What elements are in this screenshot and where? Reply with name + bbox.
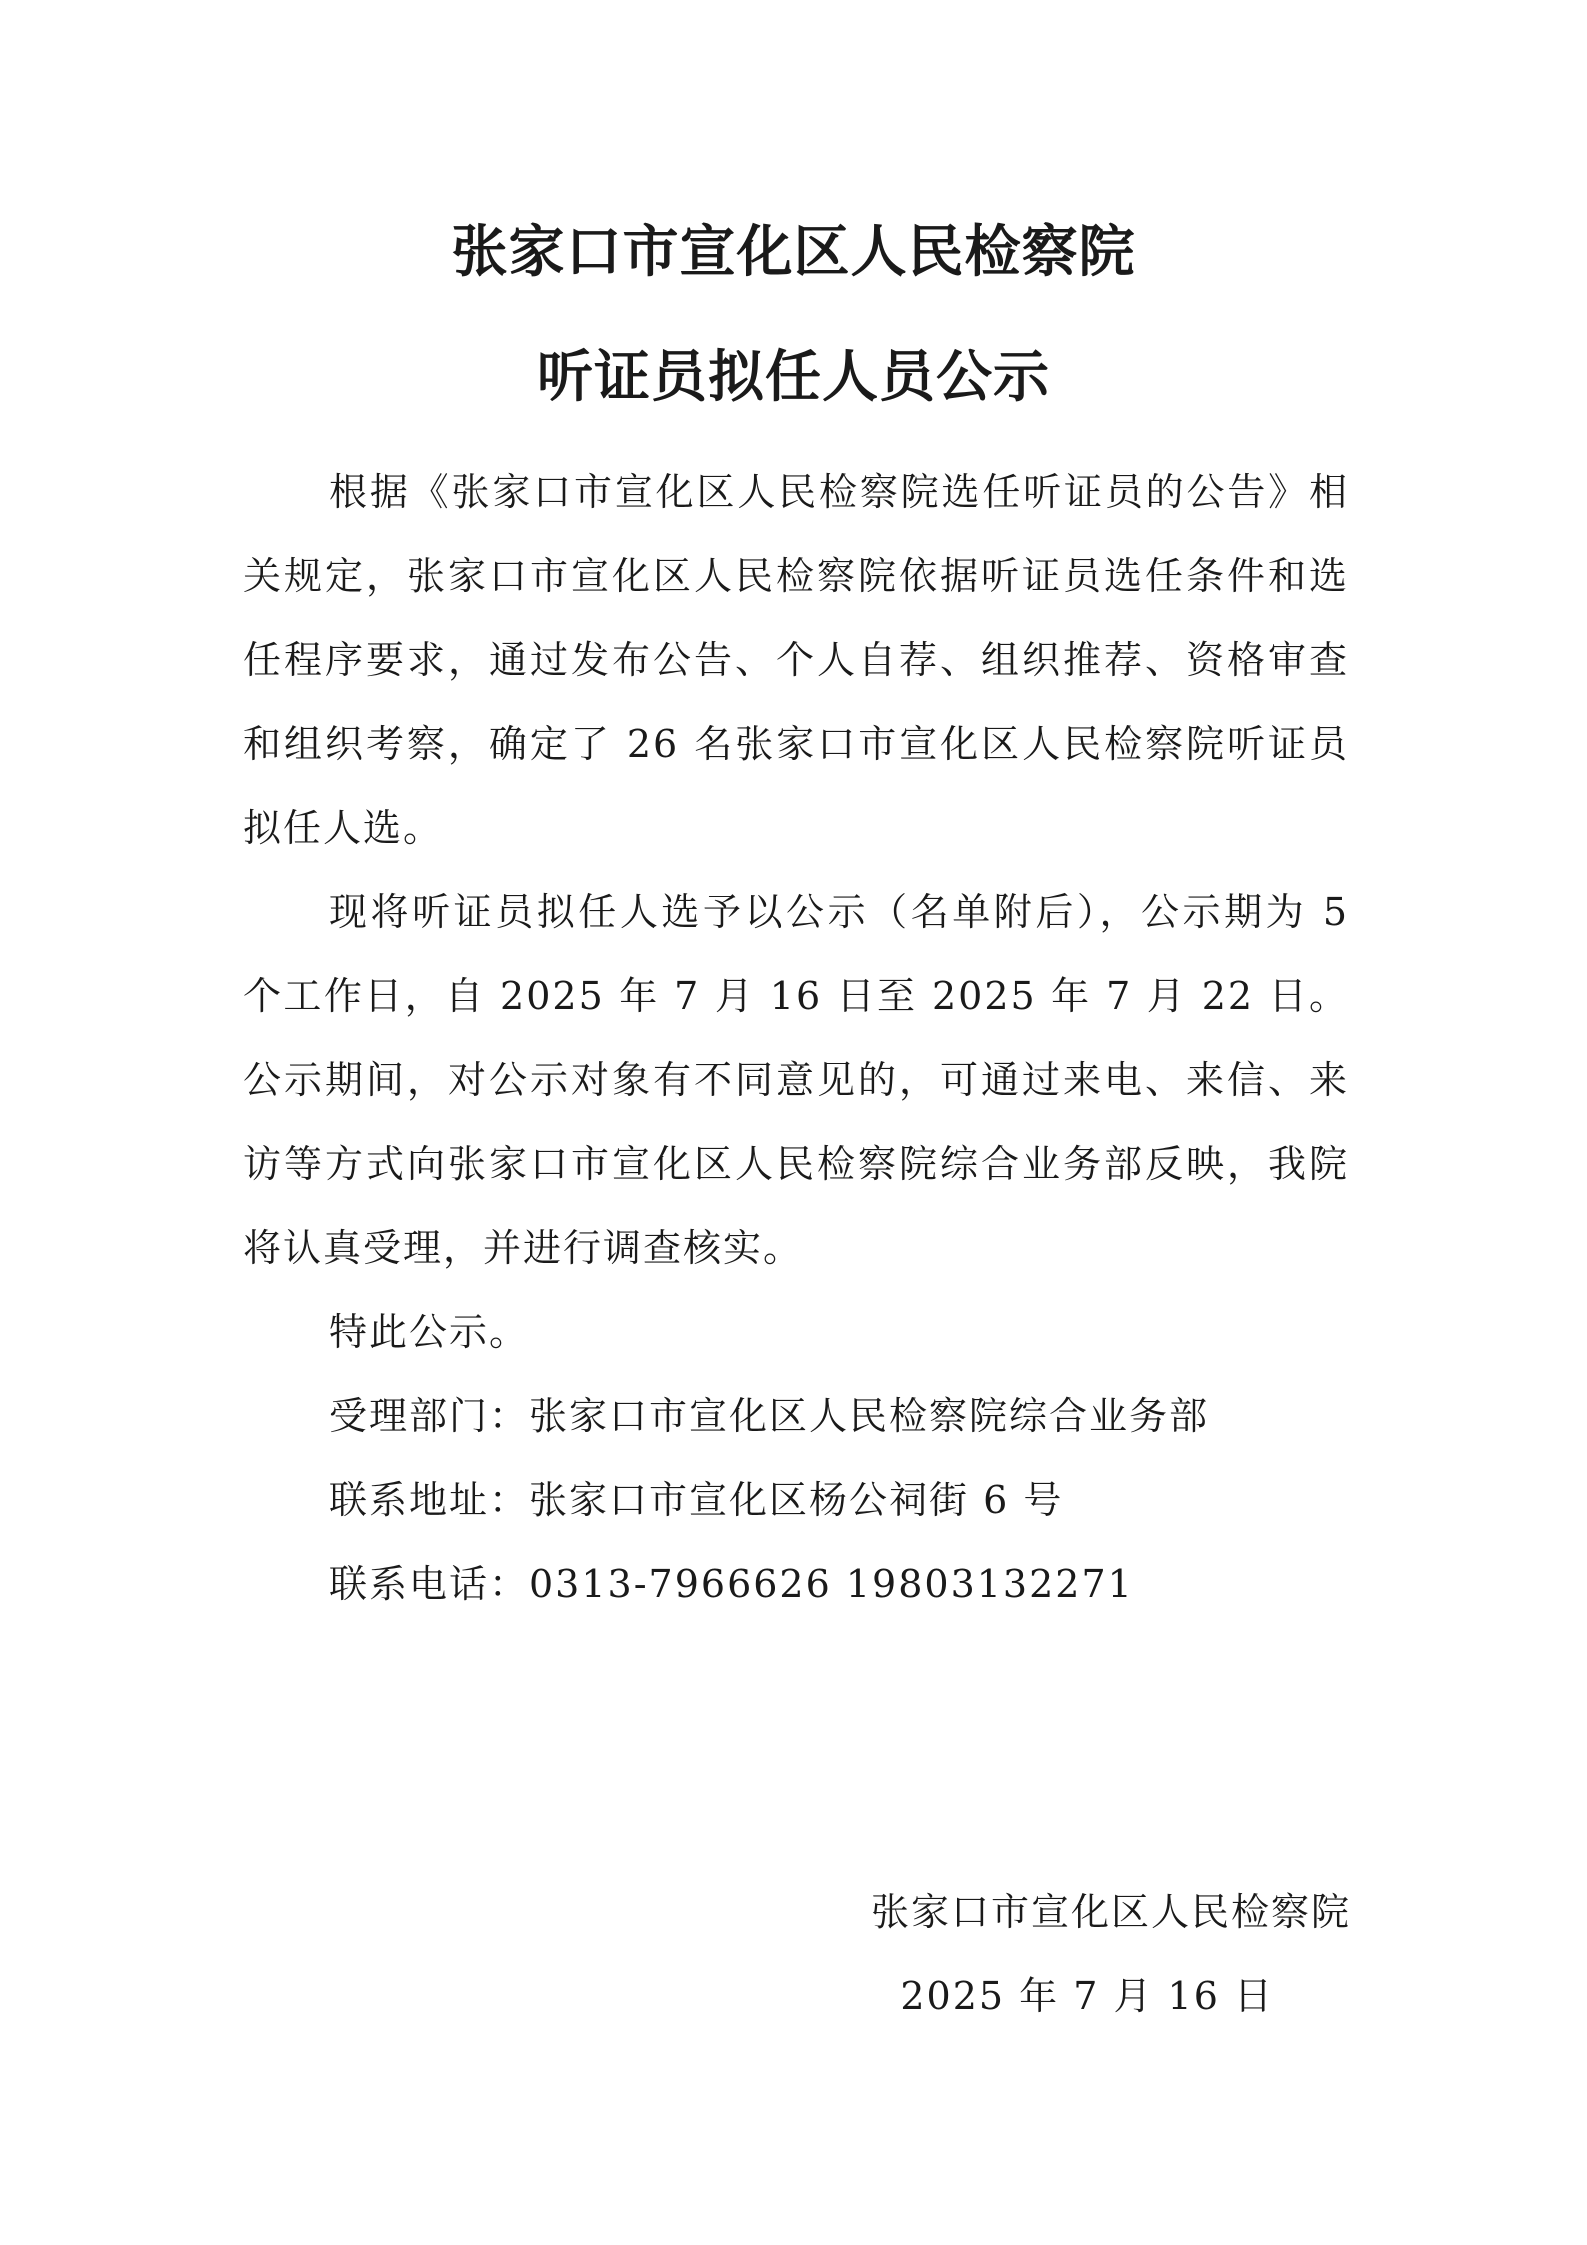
signature-organization: 张家口市宣化区人民检察院 — [870, 1890, 1351, 1934]
address-line: 联系地址：张家口市宣化区杨公祠街 6 号 — [329, 1478, 1064, 1522]
department-line: 受理部门：张家口市宣化区人民检察院综合业务部 — [329, 1394, 1210, 1438]
notice-text: 特此公示。 — [329, 1310, 530, 1354]
document-title-line1: 张家口市宣化区人民检察院 — [451, 220, 1136, 285]
phone-line: 联系电话：0313-7966626 19803132271 — [329, 1562, 1134, 1606]
signature-date: 2025 年 7 月 16 日 — [900, 1974, 1274, 2018]
body-paragraph-2: 现将听证员拟任人选予以公示（名单附后），公示期为 5 个工作日，自 2025 年 7 月 16 日至 2025 年 7 月 22 日。公示期间，对公示对象有不同意见的，可通过来电、来信、来访等方式向张家口市宣化区人民检察院综合业务部反映，我院将认真受理，并进行调查核实。 — [243, 890, 1349, 1270]
document-title-line2: 听证员拟任人员公示 — [537, 345, 1050, 410]
body-paragraph-1: 根据《张家口市宣化区人民检察院选任听证员的公告》相关规定，张家口市宣化区人民检察院依据听证员选任条件和选任程序要求，通过发布公告、个人自荐、组织推荐、资格审查和组织考察，确定了 26 名张家口市宣化区人民检察院听证员拟任人选。 — [243, 470, 1349, 850]
